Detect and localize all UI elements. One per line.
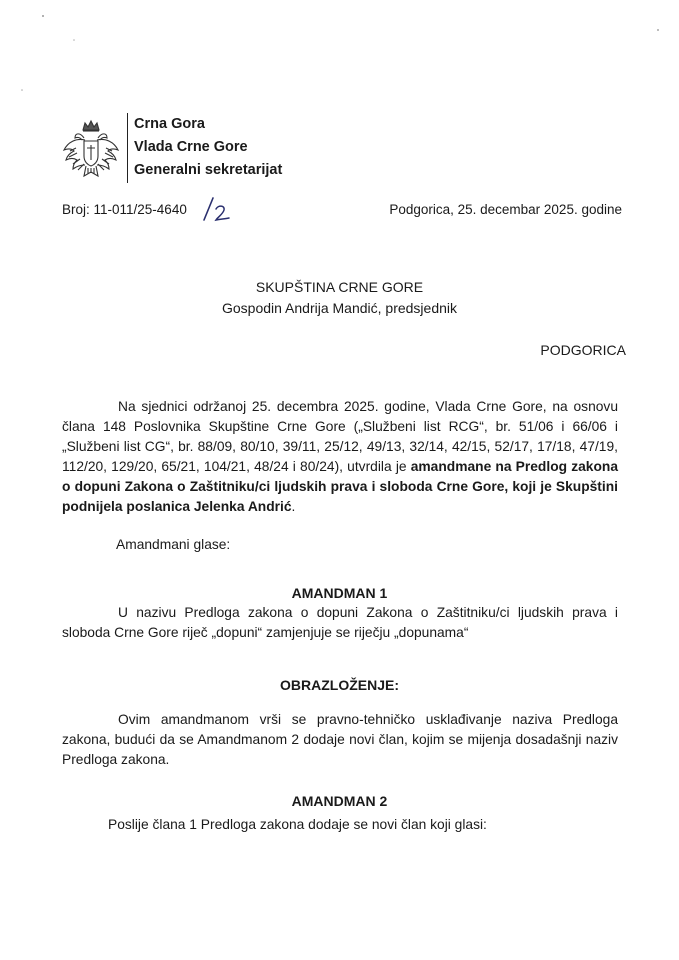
addressee-person: Gospodin Andrija Mandić, predsjednik <box>221 300 458 316</box>
header-divider <box>127 113 128 183</box>
addressee-city: PODGORICA <box>540 342 626 358</box>
intro-text: Na sjednici održanoj 25. decembra 2025. godine, Vlada Crne Gore, na osnovu člana 148 Poslovnika Skupštine Crne Gore („Službeni list RCG“, br. 51/06 i 66/06 i „Službeni list CG“, br. 88/09, 80/10, 39/11, 25/12, 49/13, 32/14, 42/15, 52/17, 17/18, 47/19, 112/20, 129/20, 65/21, 104/21, 48/24 i 80/24), utvrdila je <box>62 399 618 474</box>
amendment-2-heading: AMANDMAN 2 <box>291 793 388 809</box>
header-secretariat: Generalni sekretarijat <box>134 162 283 178</box>
header-government: Vlada Crne Gore <box>134 139 248 155</box>
amendment-1-heading: AMANDMAN 1 <box>291 585 388 601</box>
justification-paragraph <box>62 710 618 770</box>
justification-text: Ovim amandmanom vrši se pravno-tehničko usklađivanje naziva Predloga zakona, budući da se Amandmanom 2 dodaje novi član, kojim se mijenja dosadašnji naziv Predloga zakona. <box>62 712 618 767</box>
coat-of-arms-icon <box>60 118 122 182</box>
intro-paragraph <box>62 397 618 517</box>
justification-heading: OBRAZLOŽENJE: <box>280 677 399 693</box>
amendments-intro: Amandmani glase: <box>116 537 231 552</box>
addressee-institution: SKUPŠTINA CRNE GORE <box>255 279 424 295</box>
document-date: Podgorica, 25. decembar 2025. godine <box>389 202 622 217</box>
intro-end: . <box>291 499 296 514</box>
amendment-1-text: U nazivu Predloga zakona o dopuni Zakona o Zaštitniku/ci ljudskih prava i sloboda Crne Gore riječ „dopuni“ zamjenjuje se riječju „dopunama“ <box>62 605 618 640</box>
reference-number: Broj: 11-011/25-4640 <box>62 202 187 217</box>
intro-bold-text: amandmane na Predlog zakona o dopuni Zakona o Zaštitniku/ci ljudskih prava i sloboda Crne Gore, koji je Skupštini podnijela poslanica Jelenka Andrić <box>62 459 618 514</box>
amendment-2-paragraph <box>62 815 618 835</box>
handwritten-suffix <box>200 196 250 224</box>
amendment-1-paragraph <box>62 603 618 643</box>
header-country: Crna Gora <box>134 116 205 132</box>
amendment-2-text: Poslije člana 1 Predloga zakona dodaje se novi član koji glasi: <box>108 817 487 832</box>
